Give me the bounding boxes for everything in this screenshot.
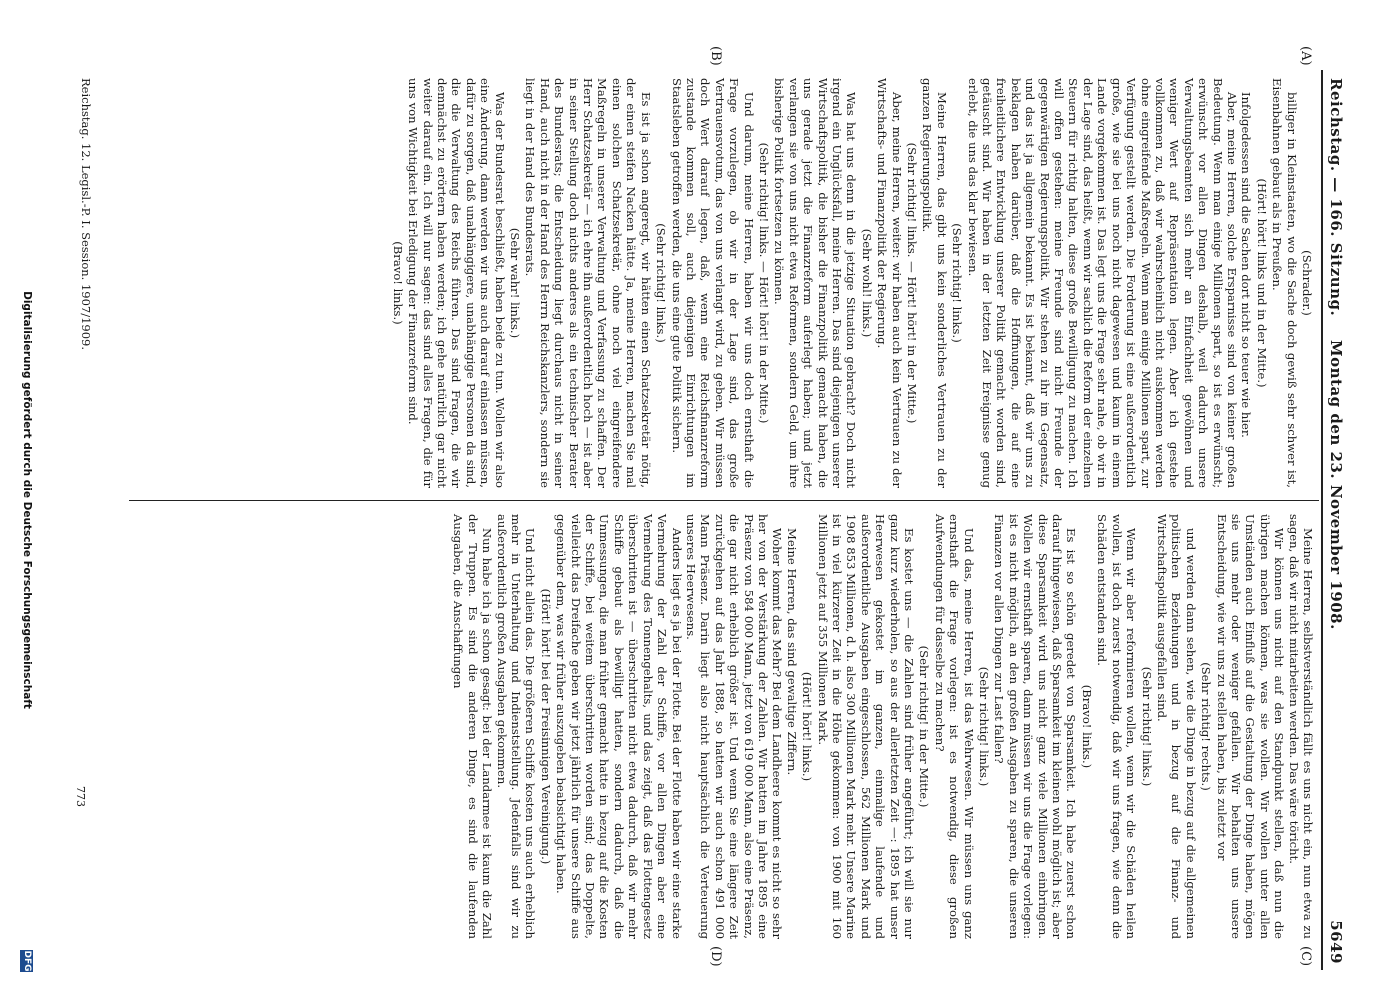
margin-letter-b: (B) xyxy=(708,46,723,66)
paragraph: Und darum, meine Herren, haben wir uns doch ernsthaft die Frage vorzulegen, ob wir in der Lage sind, das große Vertrauensvotum, das von uns verlangt wird, zu geben. Wir müssen doch Wert darauf legen, daß, wenn eine Reichsfinanzreform zustande kommen soll, auch diejenigen Einrichtungen im Staatsleben getroffen werden, die uns eine gute Politik sichern. xyxy=(669,78,756,488)
paragraph: Infolgedessen sind die Sachen dort nicht so teuer wie hier. xyxy=(1239,92,1254,438)
interjection: (Bravo! links.) xyxy=(390,241,405,325)
paragraph: Es kostet uns — die Zahlen sind früher angeführt; ich will sie nur ganz kurz wiederholen, so aus der allerletzten Zeit —: 1895 hat unser Heerwesen gekostet im ganzen, einmalige laufende und außerordentliche Ausgaben eingeschlossen, 562 Millionen Mark und 1908 853 Millionen, d. h. also 300 Millionen Mark mehr. Unsere Marine ist in viel kürzerer Zeit in die Höhe gekommen: von 1900 mit 160 Millionen jetzt auf 355 Millionen Mark. xyxy=(815,514,917,939)
header-rule xyxy=(1321,70,1323,970)
interjection: (Sehr richtig! links. — Hört! hört! in der Mitte.) xyxy=(905,142,920,424)
interjection: (Sehr richtig! links.) xyxy=(950,223,965,343)
footer-page-number: 773 xyxy=(74,786,87,807)
interjection: (Sehr richtig! links.) xyxy=(1139,666,1154,787)
interjection: (Hört! hört! links und in der Mitte.) xyxy=(1254,178,1269,388)
paragraph: Meine Herren, selbstverständlich fällt es uns nicht ein, nun etwa zu sagen, daß wir nicht mitarbeiten werden. Das wäre töricht. xyxy=(1286,514,1315,939)
paragraph: Meine Herren, das sind gewaltige Ziffern. xyxy=(784,528,799,776)
paragraph: Nun habe ich ja schon gesagt: bei der Landarmee ist kaum die Zahl der Truppen. Es sind die anderen Dinge, es sind die laufenden Ausgaben, die Anschaffungen xyxy=(451,514,495,939)
paragraph: Meine Herren, das gibt uns kein sonderliches Vertrauen zu der ganzen Regierungspolitik. xyxy=(920,78,949,488)
speaker-label: (Schrader.) xyxy=(1300,250,1314,316)
margin-letter-a: (A) xyxy=(1298,46,1313,66)
paragraph: Was hat uns denn in die jetzige Situation gebracht? Doch nicht irgend ein Unglücksfall, meine Herren. Das sind diejenigen unserer Wirtschaftspolitik, die bisher die Finanzpolitik gemacht haben, die uns gerade jetzt die Finanzreform auferlegt haben; und jetzt verlangen sie von uns nicht etwa Reformen, sondern Geld, um ihre bisherige Politik fortsetzen zu können. xyxy=(772,78,859,488)
interjection: (Sehr wahr! links.) xyxy=(508,227,523,339)
paragraph: billiger in Kleinstaaten, wo die Sache doch gewiß sehr schwer ist, Eisenbahnen gebaut als in Preußen. xyxy=(1270,78,1299,488)
header-page-number: 5649 xyxy=(1327,920,1345,964)
interjection: (Sehr richtig! links.) xyxy=(654,223,669,343)
paragraph: und werden dann sehen, wie die Dinge in bezug auf die allgemeinen politischen Beziehungen und in bezug auf die Finanz- und Wirtschaftspolitik ausgefallen sind. xyxy=(1154,514,1198,939)
header-date: Montag den 23. November 1908. xyxy=(1327,340,1345,630)
paragraph: Und das, meine Herren, ist das Wehrwesen. Wir müssen uns ganz ernsthaft die Frage vorlegen: ist es notwendig, diese großen Aufwendungen für dasselbe zu machen? xyxy=(932,514,976,939)
interjection: (Sehr richtig! links.) xyxy=(977,666,992,787)
header-session: Reichstag. — 166. Sitzung. xyxy=(1327,78,1345,317)
interjection: (Sehr richtig! links. — Hört! hört! in der Mitte.) xyxy=(756,142,771,424)
paragraph: Wenn wir aber reformieren wollen, wenn wir die Schäden heilen wollen, ist doch zuerst notwendig, daß wir uns fragen, wie denn die Schäden entstanden sind. xyxy=(1095,514,1139,939)
left-text-column xyxy=(389,78,1315,488)
paragraph: Es ist ja schon angeregt, wir hätten einen Schatzsekretär nötig, der einen steifen Nacken hätte. Ja, meine Herren, machen Sie mal einen solchen Schatzsekretär, ohne noch viel eingreifendere Maßregeln in unserer Verwaltung und Verfassung zu schaffen. Der Herr Schatzsekretär — ich ehre ihn außerordentlich hoch — ist aber in seiner Stellung doch nichts anderes als ein technischer Berater des Bundesrats; die Entscheidung liegt durchaus nicht in seiner Hand, auch nicht in der Hand des Herrn Reichskanzlers, sondern sie liegt in der Hand des Bundesrats. xyxy=(523,78,653,488)
footer-citation: Reichstag. 12. Legisl.-P. I. Session. 1907/1909. xyxy=(79,78,93,351)
digitization-credit: Digitalisierung gefördert durch die Deutsche Forschungsgemeinschaft xyxy=(21,291,33,709)
paragraph: Anders liegt es ja bei der Flotte. Bei der Flotte haben wir eine starke Vermehrung der Zahl der Schiffe, vor allen Dingen aber eine Vermehrung des Tonnengehalts, und das zeigt, daß das Flottengesetz überschritten ist — überschritten nicht etwa dadurch, daß wir mehr Schiffe gebaut als bewilligt hatten, sondern dadurch, daß die Unmessungen, die man früher gemacht hatte in bezug auf die Kosten der Schiffe, bei weitem überschritten worden sind; das Doppelte, vielleicht das Dreifache geben wir jetzt jährlich für unsere Schiffe aus gegenüber dem, was wir früher auszugeben beabsichtigt haben. xyxy=(554,514,684,939)
interjection: (Sehr richtig! in der Mitte.) xyxy=(917,645,932,808)
paragraph: Aber, meine Herren, weiter: wir haben auch kein Vertrauen zu der Wirtschafts- und Finanzpolitik der Regierung. xyxy=(875,78,904,488)
interjection: (Bravo! links.) xyxy=(1079,684,1094,769)
right-text-column xyxy=(451,514,1315,939)
dfg-logo: DFG xyxy=(22,950,32,972)
interjection: (Hört! hört! bei der Freisinnigen Vereinigung.) xyxy=(538,588,553,865)
interjection: (Sehr wohl! links.) xyxy=(859,228,874,338)
paragraph: Wir können uns nicht auf den Standpunkt stellen, daß nun die übrigen machen können, was sie wollen. Wir wollen unter allen Umständen auch Einfluß auf die Gestaltung der Dinge haben, mögen sie uns mehr oder weniger gefallen. Wir behalten uns unsere Entscheidung, wie wir uns zu stellen haben, bis zuletzt vor xyxy=(1214,514,1287,939)
paragraph: Und nicht allein das. Die größeren Schiffe kosten uns auch erheblich mehr in Unterhaltung und Indienststellung. Jedenfalls sind wir zu außerordentlich großen Ausgaben gekommen. xyxy=(494,514,538,939)
paragraph: Es ist so schön geredet von Sparsamkeit. Ich habe zuerst schon darauf hingewiesen, daß Sparsamkeit im kleinen wohl möglich ist; aber diese Sparsamkeit wird uns nicht ganz viele Millionen einbringen. Wollen wir ernsthaft sparen, dann müssen wir uns die Frage vorlegen: ist es nicht möglich, an den großen Ausgaben zu sparen, die unseren Finanzen vor allen Dingen zur Last fallen? xyxy=(992,514,1079,939)
paragraph: Aber, meine Herren, solche Ersparnisse sind von keiner großen Bedeutung. Wenn man einige Millionen spart, so ist es erwünscht; erwünscht vor allen Dingen deshalb, weil dadurch unsere Verwaltungsbeamten sich mehr an Einfachheit gewöhnen und weniger Wert auf Repräsentation legen. Aber ich gestehe vollkommen zu, daß wir wahrscheinlich nicht auskommen werden ohne eingreifende Maßregeln. Wenn man einige Millionen spart, zur Verfügung gestellt werden. Die Forderung ist eine außerordentlich große, wie sie bei uns noch nicht dagewesen und kaum in einem Lande vorgekommen ist. Das legt uns die Frage sehr nahe, ob wir in der Lage sind, das heißt, wenn wir sachlich die Reform der einzelnen Steuern für richtig halten, diese große Bewilligung zu machen. Ich will offen gestehen: meine Freunde sind nicht Freunde der gegenwärtigen Regierungspolitik. Wir stehen zu ihr im Gegensatz, und das ist ja allgemein bekannt. Es ist bekannt, daß wir uns zu beklagen haben darüber, daß die Hoffnungen, die auf eine freiheitlichere Entwicklung unserer Politik gemacht worden sind, getäuscht sind. Wir haben in der letzten Zeit Ereignisse genug erlebt, die uns das klar bewiesen. xyxy=(965,78,1239,488)
column-divider xyxy=(129,500,1319,501)
paragraph: Woher kommt das Mehr? Bei dem Landheere kommt es nicht so sehr her von der Verstärkung der Zahlen. Wir hatten im Jahre 1895 eine Präsenz von 584 000 Mann, jetzt von 619 000 Mann, also eine Präsenz, die gar nicht erheblich größer ist. Und wenn Sie eine längere Zeit zurückgehen auf das Jahr 1888, so hatten wir auch schon 491 000 Mann Präsenz. Darin liegt also nicht hauptsächlich die Verteuerung unseres Heerwesens. xyxy=(683,514,785,939)
interjection: (Sehr richtig! rechts.) xyxy=(1199,662,1214,791)
margin-letter-c: (C) xyxy=(1298,946,1313,967)
interjection: (Hört! hört! links.) xyxy=(800,671,815,782)
paragraph: Was der Bundesrat beschließt, haben beide zu tun. Wollen wir also eine Änderung, dann werden wir uns auch darauf einlassen müssen, dafür zu sorgen, daß unabhängigere, unabhängige Personen da sind, die die Verwaltung des Reichs führen. Das sind Fragen, die wir demnächst zu erörtern haben werden; ich gehe natürlich gar nicht weiter darauf ein. Ich will nur sagen: das sind alles Fragen, die für uns von Wichtigkeit bei Erledigung der Finanzreform sind. xyxy=(406,78,507,488)
margin-letter-d: (D) xyxy=(708,946,723,967)
